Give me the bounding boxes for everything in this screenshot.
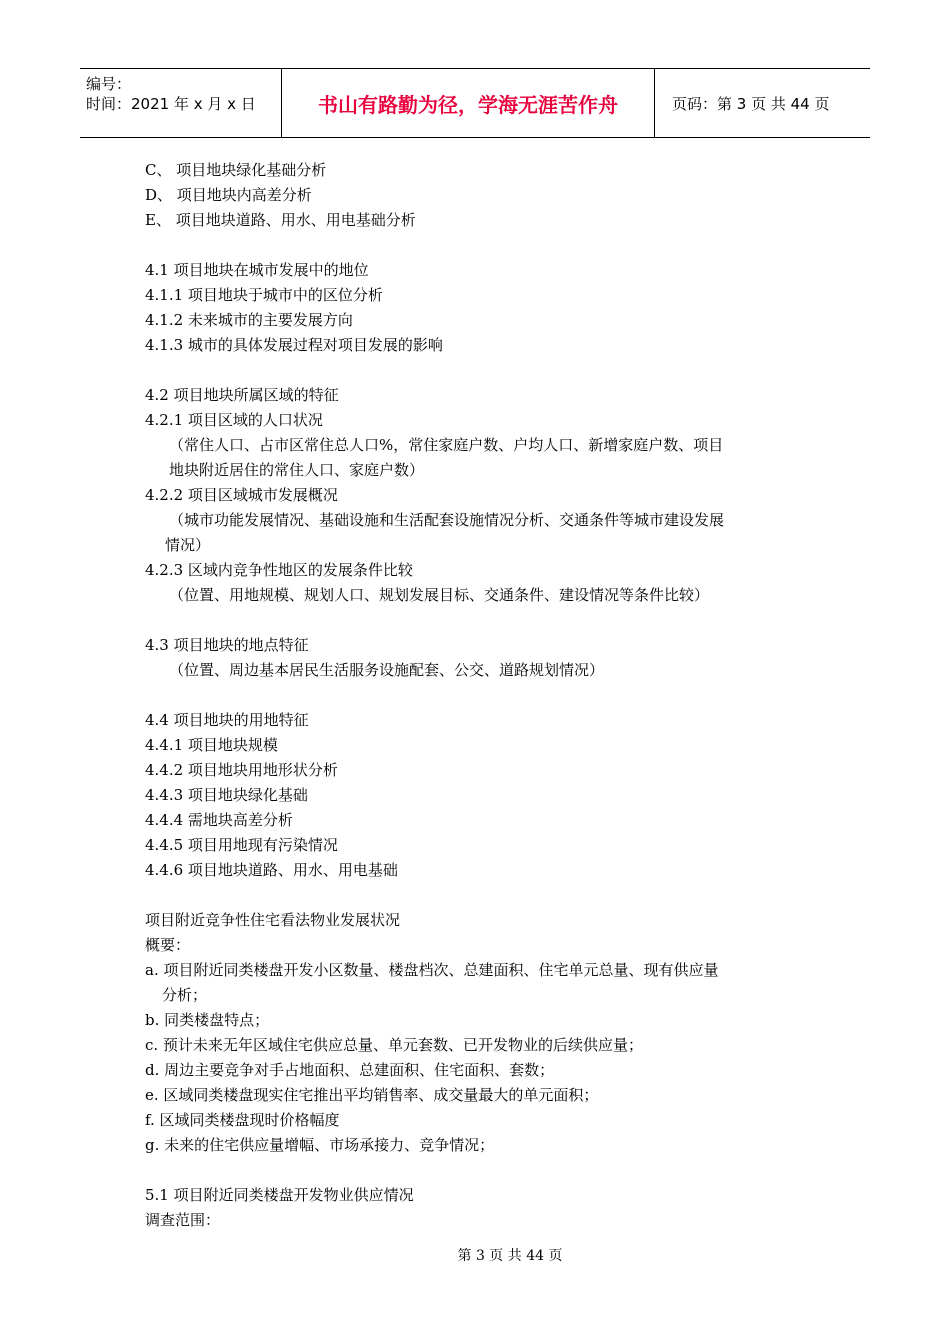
text-line: 4.4.1 项目地块规模	[145, 736, 278, 754]
document-time-label: 时间：2021 年 x 月 x 日	[86, 95, 256, 113]
blank-line	[145, 1158, 805, 1183]
section-heading: 项目附近竞争性住宅看法物业发展状况	[145, 911, 401, 929]
text-line: 4.2.3 区域内竞争性地区的发展条件比较	[145, 561, 413, 579]
list-item: f. 区域同类楼盘现时价格幅度	[145, 1111, 340, 1129]
header-motto: 书山有路勤为径，学海无涯苦作舟	[281, 69, 655, 137]
header-meta	[80, 69, 280, 137]
page-header	[80, 68, 870, 138]
text-line: （位置、用地规模、规划人口、规划发展目标、交通条件、建设情况等条件比较）	[169, 586, 710, 604]
text-line: D、 项目地块内高差分析	[145, 186, 312, 204]
list-item: a. 项目附近同类楼盘开发小区数量、楼盘档次、总建面积、住宅单元总量、现有供应量	[145, 961, 719, 979]
document-body	[145, 158, 805, 1233]
page-footer: 第 3 页 共 44 页	[457, 1248, 563, 1264]
list-item: b. 同类楼盘特点；	[145, 1011, 270, 1029]
section-heading: 5.1 项目附近同类楼盘开发物业供应情况	[145, 1186, 414, 1204]
text-line: 4.4.3 项目地块绿化基础	[145, 786, 308, 804]
header-page-code	[662, 69, 870, 137]
text-line: E、 项目地块道路、用水、用电基础分析	[145, 211, 416, 229]
blank-line	[145, 233, 805, 258]
text-line: 4.2.2 项目区域城市发展概况	[145, 486, 338, 504]
section-heading: 4.2 项目地块所属区域的特征	[145, 386, 339, 404]
list-item-continuation: 分析；	[162, 986, 208, 1004]
blank-line	[145, 608, 805, 633]
text-line: 概要：	[145, 936, 191, 954]
text-line: （常住人口、占市区常住总人口%，常住家庭户数、户均人口、新增家庭户数、项目	[169, 436, 724, 454]
text-line: 4.1.2 未来城市的主要发展方向	[145, 311, 353, 329]
page-code-text: 页码：第 3 页 共 44 页	[672, 94, 830, 113]
section-heading: 4.3 项目地块的地点特征	[145, 636, 309, 654]
text-line: 地块附近居住的常住人口、家庭户数）	[169, 461, 425, 479]
list-item: d. 周边主要竞争对手占地面积、总建面积、住宅面积、套数；	[145, 1061, 555, 1079]
list-item: c. 预计未来无年区域住宅供应总量、单元套数、已开发物业的后续供应量；	[145, 1036, 643, 1054]
text-line: 4.2.1 项目区域的人口状况	[145, 411, 323, 429]
blank-line	[145, 358, 805, 383]
text-line: 4.1.1 项目地块于城市中的区位分析	[145, 286, 383, 304]
document-number-label: 编号：	[86, 75, 132, 93]
blank-line	[145, 683, 805, 708]
text-line: 4.4.5 项目用地现有污染情况	[145, 836, 338, 854]
section-heading: 4.4 项目地块的用地特征	[145, 711, 309, 729]
list-item: g. 未来的住宅供应量增幅、市场承接力、竞争情况；	[145, 1136, 495, 1154]
text-line: 调查范围：	[145, 1211, 221, 1229]
text-line: 情况）	[165, 536, 211, 554]
text-line: （位置、周边基本居民生活服务设施配套、公交、道路规划情况）	[169, 661, 605, 679]
text-line: 4.4.4 需地块高差分析	[145, 811, 293, 829]
text-line: 4.4.2 项目地块用地形状分析	[145, 761, 338, 779]
text-line: 4.4.6 项目地块道路、用水、用电基础	[145, 861, 398, 879]
text-line: C、 项目地块绿化基础分析	[145, 161, 327, 179]
text-line: （城市功能发展情况、基础设施和生活配套设施情况分析、交通条件等城市建设发展	[169, 511, 725, 529]
list-item: e. 区域同类楼盘现实住宅推出平均销售率、成交量最大的单元面积；	[145, 1086, 599, 1104]
text-line: 4.1.3 城市的具体发展过程对项目发展的影响	[145, 336, 443, 354]
section-heading: 4.1 项目地块在城市发展中的地位	[145, 261, 369, 279]
blank-line	[145, 883, 805, 908]
